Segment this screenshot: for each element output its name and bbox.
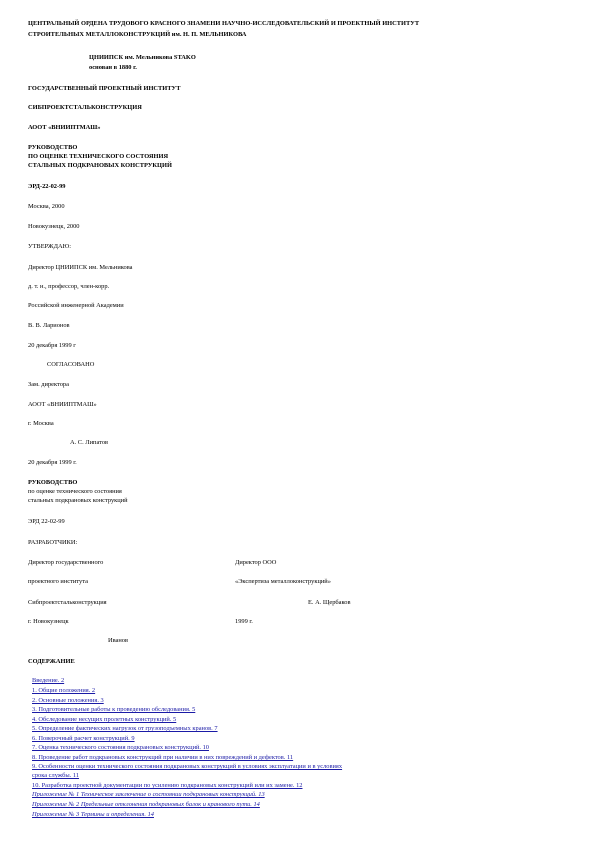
toc-item-9-continued[interactable]: срока службы. 11 xyxy=(32,772,80,779)
toc-item-3[interactable]: 3. Подготовительные работы к проведению обследования. 5 xyxy=(32,706,196,713)
subtitle-line-1: РУКОВОДСТВО xyxy=(28,479,78,486)
title-line-3: СТАЛЬНЫХ ПОДКРАНОВЫХ КОНСТРУКЦИЙ xyxy=(28,162,172,169)
toc-appendix-2[interactable]: Приложение № 2 Предельные отклонения подкрановых балок и кранового пути. 14 xyxy=(32,801,260,808)
approval-position: Директор ЦНИИПСК им. Мельникова xyxy=(28,264,133,271)
approval-date: 20 декабря 1999 г xyxy=(28,342,76,349)
approval-heading: УТВЕРЖДАЮ: xyxy=(28,243,71,250)
developer-name: Иванов xyxy=(108,637,129,644)
city-year-2: Новокузнецк, 2000 xyxy=(28,223,80,230)
emblem-line-2: основан в 1880 г. xyxy=(89,64,137,71)
header-line-2: СТРОИТЕЛЬНЫХ МЕТАЛЛОКОНСТРУКЦИЙ им. Н. П. МЕЛЬНИКОВА xyxy=(28,31,247,38)
sibproekt-name: СИБПРОЕКТСТАЛЬКОНСТРУКЦИЯ xyxy=(28,104,142,111)
toc-appendix-1[interactable]: Приложение № 1 Техническое заключение о состоянии подкрановых конструкций. 13 xyxy=(32,791,265,798)
developer-right-1: Директор ООО xyxy=(235,559,277,566)
emblem-line-1: ЦНИИПСК им. Мельникова STAKO xyxy=(89,54,196,61)
agreed-city: г. Москва xyxy=(28,420,54,427)
developer-right-4: 1999 г. xyxy=(235,618,253,625)
state-institute: ГОСУДАРСТВЕННЫЙ ПРОЕКТНЫЙ ИНСТИТУТ xyxy=(28,85,181,92)
title-line-1: РУКОВОДСТВО xyxy=(28,144,78,151)
contents-heading: СОДЕРЖАНИЕ xyxy=(28,658,75,665)
toc-item-9[interactable]: 9. Особенности оценки технического состояния подкрановых конструкций в условиях эксплуатации и в условиях xyxy=(32,763,343,770)
toc-item-4[interactable]: 4. Обследование несущих пролетных конструкций. 5 xyxy=(32,716,177,723)
title-line-2: ПО ОЦЕНКЕ ТЕХНИЧЕСКОГО СОСТОЯНИЯ xyxy=(28,153,169,160)
developer-right-2: «Экспертиза металлоконструкций» xyxy=(235,578,331,585)
developer-left-2: проектного института xyxy=(28,578,88,585)
toc-item-2[interactable]: 2. Основные положения. 3 xyxy=(32,697,104,704)
toc-appendix-3[interactable]: Приложение № 3 Термины и определения. 14 xyxy=(32,811,154,818)
toc-item-1[interactable]: 1. Общие положения. 2 xyxy=(32,687,96,694)
approval-degree: д. т. н., профессор, член-корр. xyxy=(28,283,110,290)
approval-academy: Российской инженерной Академии xyxy=(28,302,124,309)
developer-right-3: Е. А. Щербаков xyxy=(308,599,351,606)
subtitle-line-3: стальных подкрановых конструкций xyxy=(28,497,128,504)
agreed-heading: СОГЛАСОВАНО xyxy=(47,361,95,368)
agreed-date: 20 декабря 1999 г. xyxy=(28,459,77,466)
document-code: ЭРД-22-02-99 xyxy=(28,183,66,190)
subtitle-line-2: по оценке технического состояния xyxy=(28,488,122,495)
approval-name: В. В. Ларионов xyxy=(28,322,70,329)
subtitle-code: ЭРД 22-02-99 xyxy=(28,518,65,525)
developers-heading: РАЗРАБОТЧИКИ: xyxy=(28,539,78,546)
toc-item-5[interactable]: 5. Определение фактических нагрузок от грузоподъемных кранов. 7 xyxy=(32,725,218,732)
agreed-org: АООТ «ВНИИПТМАШ» xyxy=(28,401,97,408)
developer-left-4: г. Новокузнецк xyxy=(28,618,69,625)
city-year: Москва, 2000 xyxy=(28,203,65,210)
vniipt-name: АООТ «ВНИИПТМАШ» xyxy=(28,124,101,131)
header-line-1: ЦЕНТРАЛЬНЫЙ ОРДЕНА ТРУДОВОГО КРАСНОГО ЗНАМЕНИ НАУЧНО-ИССЛЕДОВАТЕЛЬСКИЙ И ПРОЕКТНЫЙ ИНСТИТУТ xyxy=(28,20,420,27)
toc-item-6[interactable]: 6. Поверочный расчет конструкций. 9 xyxy=(32,735,135,742)
toc-item-7[interactable]: 7. Оценка технического состояния подкрановых конструкций. 10 xyxy=(32,744,210,751)
agreed-name: А. С. Липатов xyxy=(70,439,109,446)
toc-item-10[interactable]: 10. Разработка проектной документации по усилению подкрановых конструкций или их замене. 12 xyxy=(32,782,303,789)
developer-left-1: Директор государственного xyxy=(28,559,104,566)
developer-left-3: Сибпроектстальконструкция xyxy=(28,599,107,606)
toc-item-8[interactable]: 8. Проведение работ подкрановых конструкций при наличии в них повреждений и дефектов. 11 xyxy=(32,754,294,761)
toc-item-introduction[interactable]: Введение. 2 xyxy=(32,677,65,684)
agreed-position: Зам. директора xyxy=(28,381,69,388)
